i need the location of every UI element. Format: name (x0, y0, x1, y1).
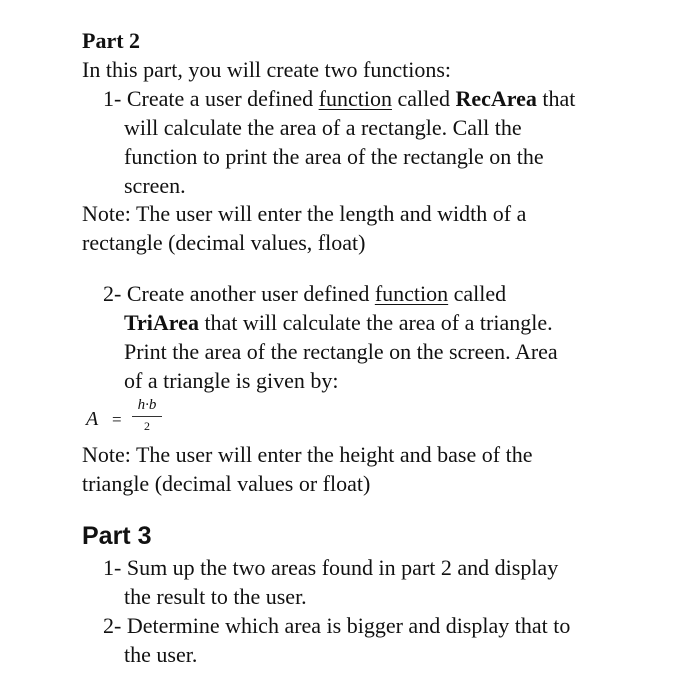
list-marker: 2- (103, 281, 122, 306)
part2-note2-line1: Note: The user will enter the height and base of the (82, 442, 533, 467)
part2-item2-line1 (103, 279, 506, 308)
part3-item2-line2: the user. (124, 642, 198, 667)
part2-item1-line2: will calculate the area of a rectangle. Call the (124, 115, 522, 140)
part3-item2-line1 (103, 611, 570, 640)
part2-item2-line3: Print the area of the rectangle on the screen. Area (124, 339, 558, 364)
recarea-term: RecArea (455, 86, 537, 111)
text: that will calculate the area of a triangle. (198, 310, 553, 335)
part3-item1-line2: the result to the user. (124, 584, 307, 609)
formula-equals: = (112, 410, 122, 429)
list-marker: 2- (103, 613, 122, 638)
text: that (536, 86, 576, 111)
part2-note2-line2: triangle (decimal values or float) (82, 471, 371, 496)
part2-item1-line4: screen. (124, 173, 186, 198)
area-formula (82, 396, 222, 440)
text: Determine which area is bigger and display that to (126, 613, 571, 638)
formula-lhs: A (86, 408, 99, 430)
function-term: function (318, 86, 392, 111)
list-marker: 1- (103, 86, 122, 111)
text: called (448, 281, 507, 306)
fraction-bar (132, 416, 162, 417)
part2-note1-line1: Note: The user will enter the length and width of a (82, 201, 527, 226)
part2-intro: In this part, you will create two functions: (82, 57, 452, 82)
formula-numerator: h·b (137, 397, 157, 413)
text: Create another user defined (126, 281, 375, 306)
part2-note1-line2: rectangle (decimal values, float) (82, 230, 366, 255)
part2-item2-line2 (124, 308, 553, 337)
part2-item1-line1 (103, 84, 575, 113)
formula-denominator: 2 (144, 419, 150, 433)
list-marker: 1- (103, 555, 122, 580)
part2-heading: Part 2 (82, 28, 141, 53)
text: Create a user defined (126, 86, 319, 111)
part3-heading: Part 3 (82, 522, 152, 550)
part2-item2-line4: of a triangle is given by: (124, 368, 339, 393)
text: Sum up the two areas found in part 2 and display (126, 555, 559, 580)
function-term: function (374, 281, 449, 306)
text: called (391, 86, 456, 111)
part2-item1-line3: function to print the area of the rectangle on the (124, 144, 544, 169)
part3-item1-line1 (103, 553, 558, 582)
triarea-term: TriArea (124, 310, 199, 335)
